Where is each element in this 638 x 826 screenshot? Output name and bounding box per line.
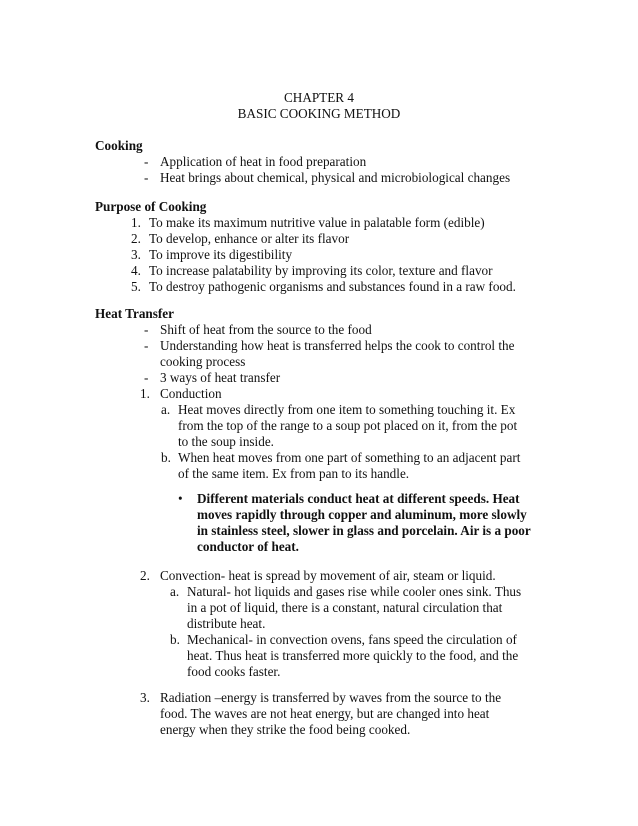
list-number: 3. — [140, 690, 150, 705]
convection-sub-b-cont: heat. Thus heat is transferred more quickly to the food, and the — [187, 648, 519, 663]
convection-sub-b-cont: food cooks faster. — [187, 664, 281, 679]
sub-letter: b. — [161, 450, 171, 465]
list-number: 4. — [131, 263, 141, 278]
convection-sub-a-cont: in a pot of liquid, there is a constant, natural circulation that — [187, 600, 503, 615]
purpose-item: To destroy pathogenic organisms and substances found in a raw food. — [149, 279, 516, 294]
purpose-item: To improve its digestibility — [149, 247, 293, 262]
section-heading-cooking: Cooking — [95, 138, 143, 153]
conduction-note-cont: in stainless steel, slower in glass and porcelain. Air is a poor — [197, 523, 531, 538]
heat-transfer-bullet: Understanding how heat is transferred helps the cook to control the — [160, 338, 515, 353]
cooking-bullet: Application of heat in food preparation — [160, 154, 367, 169]
sub-letter: b. — [170, 632, 180, 647]
purpose-item: To increase palatability by improving its color, texture and flavor — [149, 263, 493, 278]
list-number: 2. — [140, 568, 150, 583]
conduction-sub-b-cont: of the same item. Ex from pan to its handle. — [178, 466, 410, 481]
convection-sub-a-cont: distribute heat. — [187, 616, 266, 631]
chapter-number: CHAPTER 4 — [284, 90, 354, 105]
bullet-dash: - — [144, 154, 149, 169]
conduction-title: Conduction — [160, 386, 222, 401]
section-heading-purpose: Purpose of Cooking — [95, 199, 207, 214]
sub-letter: a. — [161, 402, 171, 417]
conduction-note-cont: conductor of heat. — [197, 539, 299, 554]
convection-sub-b: Mechanical- in convection ovens, fans speed the circulation of — [187, 632, 517, 647]
list-number: 1. — [140, 386, 150, 401]
bullet-dash: - — [144, 322, 149, 337]
heat-transfer-bullet-cont: cooking process — [160, 354, 246, 369]
conduction-sub-a-cont: from the top of the range to a soup pot placed on it, from the pot — [178, 418, 518, 433]
list-number: 3. — [131, 247, 141, 262]
list-number: 2. — [131, 231, 141, 246]
purpose-item: To develop, enhance or alter its flavor — [149, 231, 350, 246]
bullet-dot: • — [178, 491, 183, 506]
section-heading-heat-transfer: Heat Transfer — [95, 306, 174, 321]
chapter-title: BASIC COOKING METHOD — [237, 106, 401, 121]
cooking-bullet: Heat brings about chemical, physical and microbiological changes — [160, 170, 511, 185]
bullet-dash: - — [144, 338, 149, 353]
convection-title: Convection- heat is spread by movement of air, steam or liquid. — [160, 568, 496, 583]
heat-transfer-bullet: Shift of heat from the source to the food — [160, 322, 372, 337]
conduction-sub-a-cont: to the soup inside. — [178, 434, 274, 449]
radiation-text-cont: energy when they strike the food being cooked. — [160, 722, 411, 737]
list-number: 5. — [131, 279, 141, 294]
conduction-note: Different materials conduct heat at different speeds. Heat — [197, 491, 520, 506]
bullet-dash: - — [144, 370, 149, 385]
conduction-sub-a: Heat moves directly from one item to something touching it. Ex — [178, 402, 516, 417]
conduction-note-cont: moves rapidly through copper and aluminum, more slowly — [197, 507, 527, 522]
conduction-sub-b: When heat moves from one part of something to an adjacent part — [178, 450, 521, 465]
purpose-item: To make its maximum nutritive value in palatable form (edible) — [149, 215, 485, 230]
sub-letter: a. — [170, 584, 180, 599]
heat-transfer-bullet: 3 ways of heat transfer — [160, 370, 281, 385]
list-number: 1. — [131, 215, 141, 230]
radiation-text-cont: food. The waves are not heat energy, but are changed into heat — [160, 706, 490, 721]
radiation-text: Radiation –energy is transferred by waves from the source to the — [160, 690, 502, 705]
convection-sub-a: Natural- hot liquids and gases rise while cooler ones sink. Thus — [187, 584, 522, 599]
bullet-dash: - — [144, 170, 149, 185]
